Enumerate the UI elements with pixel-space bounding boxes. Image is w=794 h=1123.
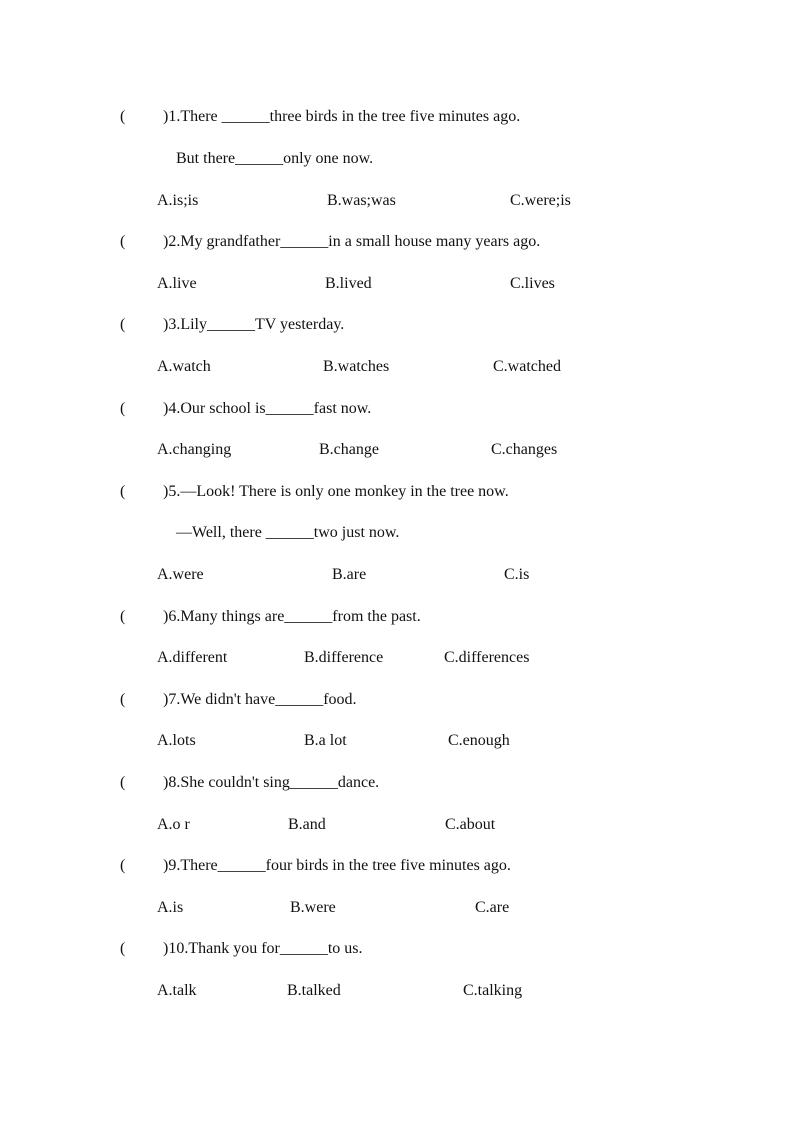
question-4-option-c[interactable]: C.changes bbox=[491, 441, 558, 458]
question-1-option-a[interactable]: A.is;is bbox=[157, 192, 199, 209]
question-6-option-b[interactable]: B.difference bbox=[304, 649, 384, 666]
question-8-option-b[interactable]: B.and bbox=[288, 816, 326, 833]
question-10-option-c[interactable]: C.talking bbox=[463, 982, 523, 999]
question-9-stem: )9.There______four birds in the tree five minutes ago. bbox=[163, 857, 511, 874]
question-4-stem: )4.Our school is______fast now. bbox=[163, 400, 372, 417]
question-3-option-c[interactable]: C.watched bbox=[493, 358, 561, 375]
answer-bracket-2[interactable]: ( bbox=[120, 233, 158, 250]
question-3-stem: )3.Lily______TV yesterday. bbox=[163, 316, 345, 333]
answer-bracket-1[interactable]: ( bbox=[120, 108, 158, 125]
question-1-stem: )1.There ______three birds in the tree five minutes ago. bbox=[163, 108, 521, 125]
question-9-option-a[interactable]: A.is bbox=[157, 899, 184, 916]
question-8-option-a[interactable]: A.o r bbox=[157, 816, 190, 833]
question-5-stem: )5.—Look! There is only one monkey in the tree now. bbox=[163, 483, 509, 500]
answer-bracket-9[interactable]: ( bbox=[120, 857, 158, 874]
question-10-stem: )10.Thank you for______to us. bbox=[163, 940, 363, 957]
answer-bracket-4[interactable]: ( bbox=[120, 400, 158, 417]
question-4-option-a[interactable]: A.changing bbox=[157, 441, 232, 458]
question-2-option-c[interactable]: C.lives bbox=[510, 275, 555, 292]
question-2-stem: )2.My grandfather______in a small house many years ago. bbox=[163, 233, 541, 250]
answer-bracket-7[interactable]: ( bbox=[120, 691, 158, 708]
question-5-option-a[interactable]: A.were bbox=[157, 566, 204, 583]
question-1-option-c[interactable]: C.were;is bbox=[510, 192, 571, 209]
question-1-continuation: But there______only one now. bbox=[176, 150, 374, 167]
question-10-option-a[interactable]: A.talk bbox=[157, 982, 197, 999]
answer-bracket-8[interactable]: ( bbox=[120, 774, 158, 791]
question-6-option-c[interactable]: C.differences bbox=[444, 649, 530, 666]
answer-bracket-3[interactable]: ( bbox=[120, 316, 158, 333]
question-6-stem: )6.Many things are______from the past. bbox=[163, 608, 421, 625]
question-8-option-c[interactable]: C.about bbox=[445, 816, 496, 833]
question-7-option-a[interactable]: A.lots bbox=[157, 732, 196, 749]
answer-bracket-5[interactable]: ( bbox=[120, 483, 158, 500]
question-6-option-a[interactable]: A.different bbox=[157, 649, 228, 666]
question-7-stem: )7.We didn't have______food. bbox=[163, 691, 357, 708]
question-5-option-b[interactable]: B.are bbox=[332, 566, 367, 583]
question-7-option-c[interactable]: C.enough bbox=[448, 732, 510, 749]
question-3-option-a[interactable]: A.watch bbox=[157, 358, 211, 375]
question-10-option-b[interactable]: B.talked bbox=[287, 982, 341, 999]
question-3-option-b[interactable]: B.watches bbox=[323, 358, 390, 375]
question-1-option-b[interactable]: B.was;was bbox=[327, 192, 396, 209]
question-2-option-a[interactable]: A.live bbox=[157, 275, 197, 292]
question-5-option-c[interactable]: C.is bbox=[504, 566, 530, 583]
question-5-continuation: —Well, there ______two just now. bbox=[176, 524, 400, 541]
question-7-option-b[interactable]: B.a lot bbox=[304, 732, 347, 749]
question-9-option-b[interactable]: B.were bbox=[290, 899, 336, 916]
question-9-option-c[interactable]: C.are bbox=[475, 899, 510, 916]
question-4-option-b[interactable]: B.change bbox=[319, 441, 379, 458]
question-2-option-b[interactable]: B.lived bbox=[325, 275, 372, 292]
answer-bracket-6[interactable]: ( bbox=[120, 608, 158, 625]
answer-bracket-10[interactable]: ( bbox=[120, 940, 158, 957]
question-8-stem: )8.She couldn't sing______dance. bbox=[163, 774, 380, 791]
